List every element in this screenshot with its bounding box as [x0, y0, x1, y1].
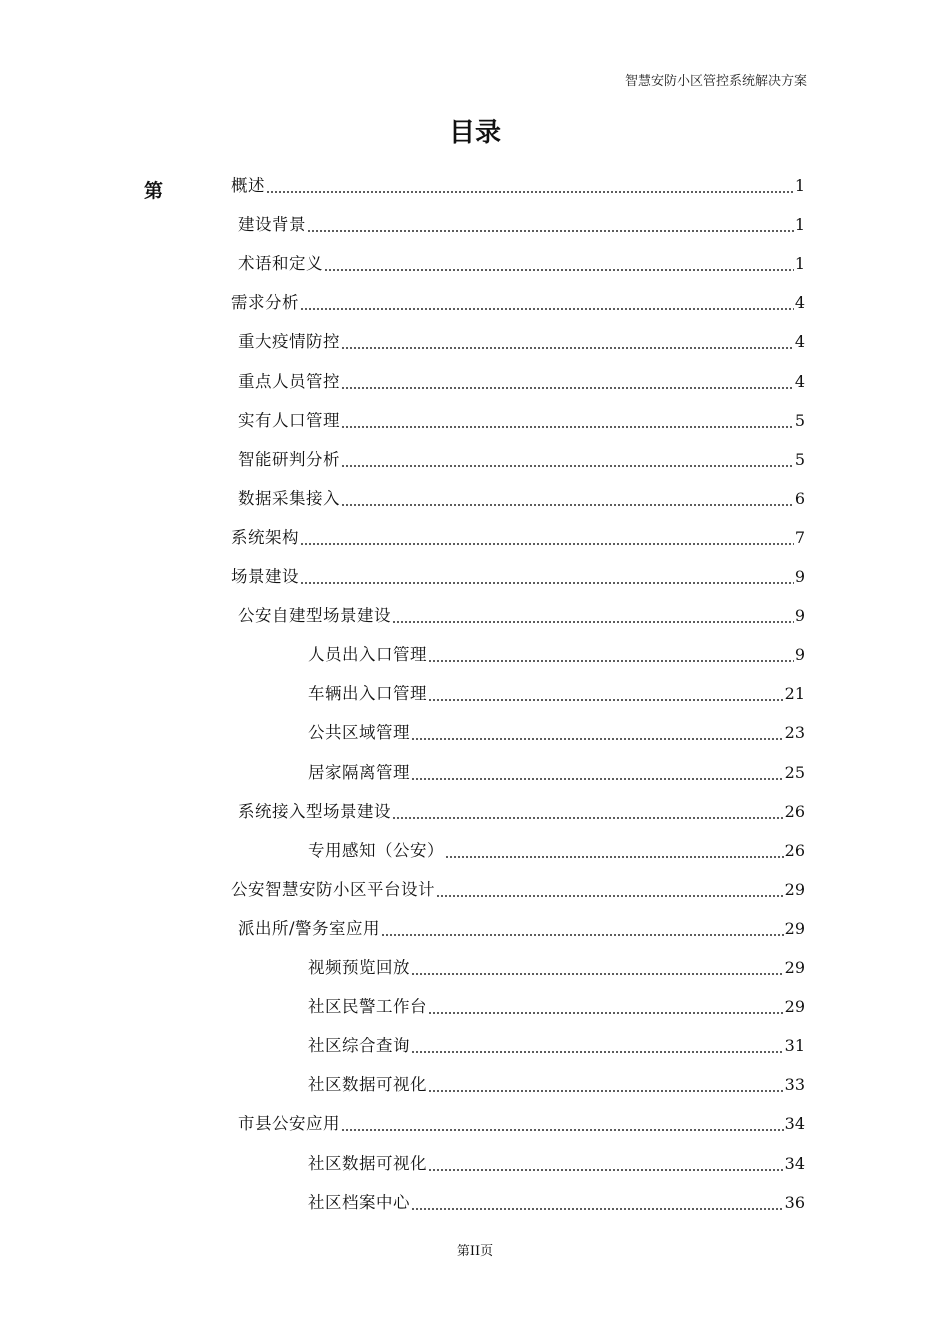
- toc-entry-page: 33: [784, 1075, 805, 1095]
- toc-entry[interactable]: [308, 839, 805, 863]
- toc-dot-leader: [428, 1169, 784, 1171]
- toc-dot-leader: [300, 543, 794, 545]
- page-title: 目录: [448, 118, 501, 148]
- chapter-marker: 第: [144, 180, 164, 202]
- toc-dot-leader: [341, 387, 794, 389]
- toc-entry[interactable]: [231, 174, 805, 198]
- toc-entry-page: 1: [794, 176, 805, 195]
- toc-entry[interactable]: [238, 409, 805, 433]
- toc-entry-page: 29: [784, 958, 805, 977]
- toc-entry-page: 6: [794, 488, 805, 508]
- toc-entry-page: 21: [784, 684, 805, 704]
- toc-entry[interactable]: [308, 761, 805, 785]
- toc-entry-label: 建设背景: [238, 215, 306, 235]
- toc-dot-leader: [411, 1208, 784, 1210]
- toc-entry-label: 市县公安应用: [238, 1114, 340, 1134]
- toc-dot-leader: [392, 817, 784, 819]
- toc-dot-leader: [266, 191, 794, 193]
- toc-entry-page: 26: [784, 840, 805, 860]
- running-header: 智慧安防小区管控系统解决方案: [624, 74, 807, 89]
- toc-entry-label: 视频预览回放: [308, 958, 410, 977]
- toc-entry[interactable]: [238, 604, 805, 628]
- toc-entry[interactable]: [308, 956, 805, 980]
- toc-entry-label: 社区综合查询: [308, 1036, 410, 1056]
- toc-entry-label: 专用感知（公安）: [308, 840, 444, 860]
- toc-entry[interactable]: [238, 917, 805, 941]
- toc-entry-label: 重点人员管控: [238, 371, 340, 391]
- toc-entry-page: 36: [784, 1192, 805, 1212]
- toc-entry-label: 智能研判分析: [238, 449, 340, 469]
- toc-entry-label: 场景建设: [231, 567, 299, 586]
- toc-dot-leader: [300, 308, 794, 310]
- toc-entry[interactable]: [308, 1191, 805, 1215]
- toc-entry[interactable]: [308, 995, 805, 1019]
- toc-entry-label: 重大疫情防控: [238, 332, 340, 352]
- toc-entry[interactable]: [231, 291, 805, 315]
- toc-entry-label: 居家隔离管理: [308, 762, 410, 782]
- toc-entry-label: 公安自建型场景建设: [238, 606, 391, 626]
- toc-entry[interactable]: [238, 370, 805, 394]
- toc-dot-leader: [392, 621, 794, 623]
- toc-dot-leader: [307, 230, 794, 232]
- toc-entry[interactable]: [238, 800, 805, 824]
- toc-dot-leader: [300, 582, 794, 584]
- toc-entry-page: 4: [794, 332, 805, 352]
- toc-dot-leader: [428, 1090, 784, 1092]
- toc-entry[interactable]: [231, 526, 805, 550]
- toc-entry-page: 23: [784, 723, 805, 743]
- toc-dot-leader: [381, 934, 784, 936]
- toc-dot-leader: [341, 426, 794, 428]
- toc-dot-leader: [341, 504, 794, 506]
- toc-dot-leader: [411, 1051, 784, 1053]
- toc-entry-label: 社区数据可视化: [308, 1075, 427, 1095]
- toc-entry[interactable]: [308, 643, 805, 667]
- toc-entry[interactable]: [238, 487, 805, 511]
- toc-entry-label: 人员出入口管理: [308, 645, 427, 665]
- toc-dot-leader: [341, 347, 794, 349]
- toc-entry[interactable]: [231, 565, 805, 589]
- toc-entry-page: 7: [794, 527, 805, 547]
- toc-dot-leader: [436, 895, 784, 897]
- toc-entry-label: 社区档案中心: [308, 1192, 410, 1212]
- toc-entry[interactable]: [238, 252, 805, 276]
- toc-entry-page: 34: [784, 1114, 805, 1134]
- toc-entry[interactable]: [238, 213, 805, 237]
- toc-dot-leader: [341, 1129, 784, 1131]
- toc-entry[interactable]: [238, 1112, 805, 1136]
- toc-entry[interactable]: [231, 878, 805, 902]
- toc-entry-label: 系统接入型场景建设: [238, 801, 391, 821]
- toc-entry[interactable]: [238, 448, 805, 472]
- toc-dot-leader: [341, 465, 794, 467]
- toc-entry-page: 5: [794, 410, 805, 430]
- toc-entry-label: 数据采集接入: [238, 488, 340, 508]
- toc-dot-leader: [324, 269, 794, 271]
- toc-entry-page: 4: [794, 371, 805, 391]
- toc-entry-label: 车辆出入口管理: [308, 684, 427, 704]
- toc-dot-leader: [428, 660, 794, 662]
- toc-entry-page: 9: [794, 606, 805, 626]
- toc-entry[interactable]: [308, 1152, 805, 1176]
- toc-dot-leader: [411, 738, 784, 740]
- toc-entry-page: 1: [794, 254, 805, 274]
- toc-entry-label: 派出所/警务室应用: [238, 918, 381, 938]
- toc-entry-label: 术语和定义: [238, 254, 323, 274]
- toc-dot-leader: [428, 699, 784, 701]
- toc-entry-page: 29: [784, 997, 805, 1017]
- toc-entry-label: 公安智慧安防小区平台设计: [231, 879, 435, 899]
- toc-entry[interactable]: [308, 1034, 805, 1058]
- toc-entry-label: 社区民警工作台: [308, 997, 427, 1017]
- toc-dot-leader: [411, 973, 784, 975]
- toc-entry-label: 社区数据可视化: [308, 1153, 427, 1173]
- toc-entry-label: 需求分析: [231, 293, 299, 313]
- toc-entry-label: 公共区域管理: [308, 723, 410, 743]
- toc-entry[interactable]: [308, 682, 805, 706]
- toc-entry-label: 实有人口管理: [238, 410, 340, 430]
- toc-entry-page: 4: [794, 293, 805, 313]
- toc-dot-leader: [428, 1012, 784, 1014]
- toc-entry-label: 系统架构: [231, 527, 299, 547]
- toc-entry-page: 9: [794, 567, 805, 586]
- toc-entry[interactable]: [308, 721, 805, 745]
- toc-entry-page: 34: [784, 1153, 805, 1173]
- toc-entry[interactable]: [238, 330, 805, 354]
- toc-entry-page: 9: [794, 645, 805, 665]
- toc-entry-label: 概述: [231, 176, 265, 195]
- toc-entry-page: 25: [784, 762, 805, 782]
- page-footer: 第II页: [456, 1244, 494, 1259]
- toc-entry-page: 1: [794, 215, 805, 235]
- toc-entry-page: 26: [784, 801, 805, 821]
- toc-entry-page: 31: [784, 1036, 805, 1056]
- toc-dot-leader: [445, 856, 784, 858]
- toc-entry-page: 5: [794, 449, 805, 469]
- toc-dot-leader: [411, 778, 784, 780]
- toc-entry-page: 29: [784, 879, 805, 899]
- toc-entry-page: 29: [784, 918, 805, 938]
- toc-entry[interactable]: [308, 1073, 805, 1097]
